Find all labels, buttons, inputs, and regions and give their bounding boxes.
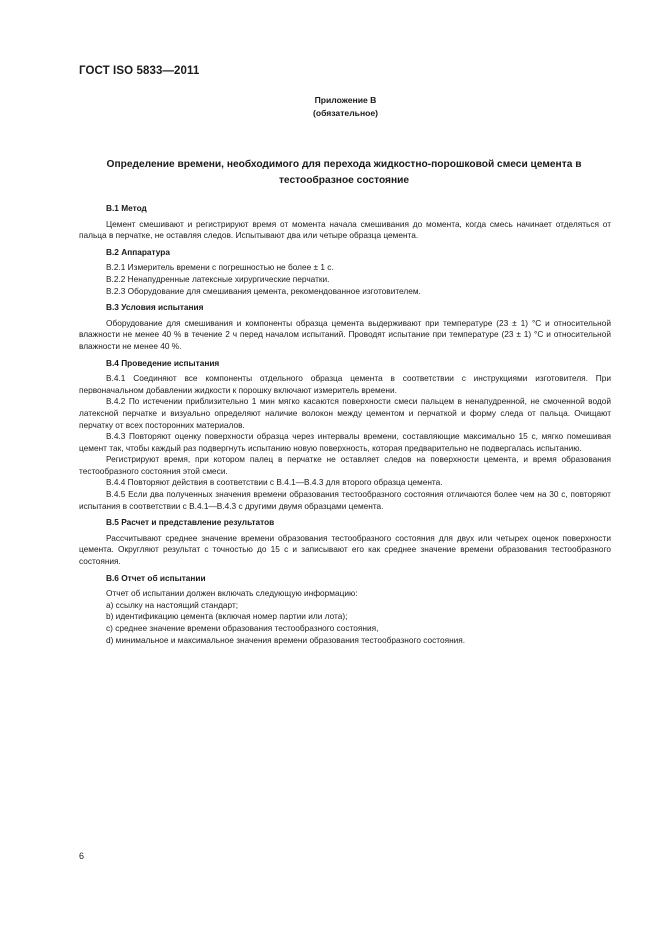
paragraph: Оборудование для смешивания и компоненты образца цемента выдерживают при температуре (23 ± 1) °С и относительной влажности не менее 40 % в течение 2 ч перед началом испытаний. Проводят испытание при температуре (23 ± 1) °С и относительной влажности не менее 40 %. (79, 317, 611, 351)
list-item: b) идентификацию цемента (включая номер партии или лота); (106, 611, 348, 622)
paragraph: Цемент смешивают и регистрируют время от момента начала смешивания до момента, когда смесь начинает отделяться от пальца в перчатке, не оставляя следов. Испытывают два или четыре образца цемента. (79, 218, 611, 241)
section-title-b3: В.3 Условия испытания (106, 302, 204, 313)
paragraph: В.4.5 Если два полученных значения времени образования тестообразного состояния отличаются более чем на 30 с, повторяют испытания в соответствии с В.4.1—В.4.3 с другими двумя образцами цемента. (79, 489, 611, 511)
section-title-b4: В.4 Проведение испытания (106, 357, 220, 368)
annex-title: Приложение В (314, 95, 377, 105)
list-item: В.2.2 Ненапудренные латексные хирургические перчатки. (106, 273, 330, 284)
paragraph: В.4.4 Повторяют действия в соответствии с В.4.1—В.4.3 для второго образца цемента. (106, 477, 443, 488)
section-title-b6: В.6 Отчет об испытании (106, 572, 206, 583)
section-title-b5: В.5 Расчет и представление результатов (106, 517, 275, 528)
list-item: d) минимальное и максимальное значения времени образования тестообразного состояния. (106, 634, 466, 645)
paragraph: Рассчитывают среднее значение времени образования тестообразного состояния для двух или четырех оценок поверхности цемента. Округляют результат с точностью до 15 с и записывают его как среднее значение времени образования тестообразного состояния. (79, 532, 611, 567)
paragraph: В.4.2 По истечении приблизительно 1 мин мягко касаются поверхности смеси пальцем в ненапудренной, не смоченной водой латексной перчатке и визуально определяют наличие волокон между цементом и перчаткой и форму следа от пальца. Очищают перчатку от всех посторонних материалов. (79, 396, 611, 430)
document-header: ГОСТ ISO 5833—2011 (79, 65, 200, 77)
document-body (79, 203, 611, 646)
paragraph: Отчет об испытании должен включать следующую информацию: (106, 588, 358, 599)
list-item: В.2.3 Оборудование для смешивания цемента, рекомендованное изготовителем. (106, 285, 421, 296)
section-title-b1: В.1 Метод (106, 203, 147, 213)
annex-status: (обязательное) (312, 108, 379, 118)
page-number: 6 (79, 851, 85, 861)
section-title-b2: В.2 Аппаратура (106, 246, 170, 257)
list-item: В.2.1 Измеритель времени с погрешностью не более ± 1 с. (106, 262, 334, 273)
paragraph: В.4.3 Повторяют оценку поверхности образца через интервалы времени, составляющие максимально 15 с, мягко помешивая цемент так, чтобы каждый раз подвергнуть испытанию новую поверхность, которая предварительно не подвергалась испытанию. (79, 431, 611, 453)
paragraph: В.4.1 Соединяют все компоненты отдельного образца цемента в соответствии с инструкциями изготовителя. При первоначальном добавлении жидкости к порошку включают измеритель времени. (79, 373, 611, 395)
main-title: Определение времени, необходимого для перехода жидкостно-порошковой смеси цемента в тестообразное состояние (106, 159, 582, 186)
paragraph: Регистрируют время, при котором палец в перчатке не оставляет следов на поверхности цемента, и время образования тестообразного состояния этой смеси. (79, 454, 611, 476)
list-item: c) среднее значение времени образования тестообразного состояния, (106, 623, 379, 633)
list-item: a) ссылку на настоящий стандарт; (106, 599, 239, 610)
